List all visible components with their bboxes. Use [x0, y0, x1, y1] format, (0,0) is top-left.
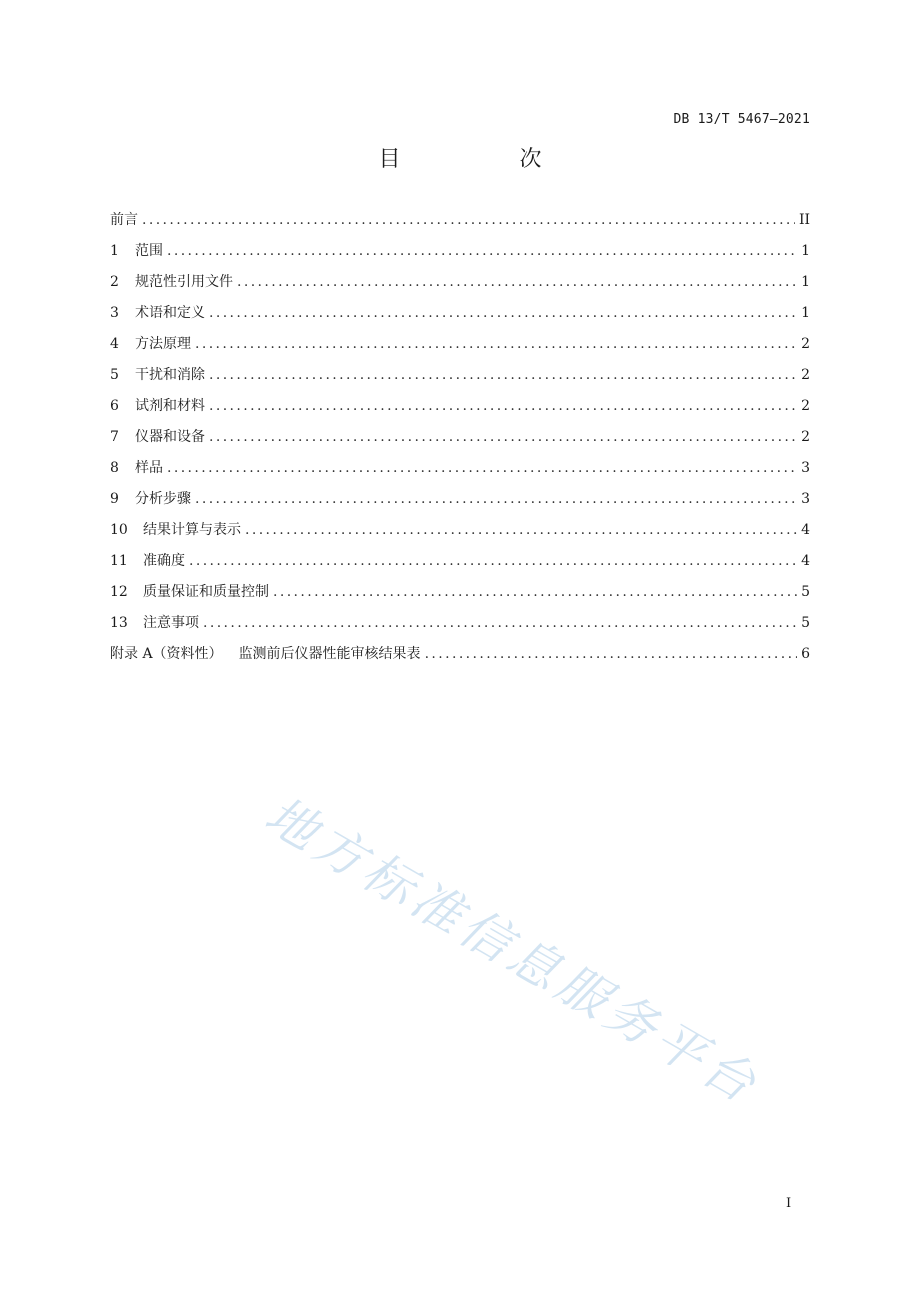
- toc-entry-number: 6: [110, 398, 119, 414]
- toc-entry-page: 4: [801, 522, 810, 538]
- toc-leader-dots: [195, 329, 797, 360]
- toc-entry-label: 范围: [135, 243, 163, 259]
- page-title: 目 次: [378, 147, 598, 172]
- toc-entry-number: 3: [110, 305, 119, 321]
- toc-entry-label: 样品: [135, 460, 163, 476]
- toc-entry-label: 试剂和材料: [135, 398, 205, 414]
- toc-entry-sublabel: 监测前后仪器性能审核结果表: [238, 646, 421, 662]
- toc-entry-page: 3: [801, 491, 810, 507]
- toc-entry-page: 2: [801, 429, 810, 445]
- toc-leader-dots: [209, 422, 797, 453]
- toc-leader-dots: [167, 453, 797, 484]
- toc-entry-page: II: [798, 212, 810, 228]
- toc-entry-number: 11: [110, 553, 128, 569]
- toc-entry-page: 2: [801, 367, 810, 383]
- toc-entry-3[interactable]: [110, 298, 810, 329]
- toc-leader-dots: [203, 608, 797, 639]
- toc-entry-page: 4: [801, 553, 810, 569]
- toc-entry-number: 12: [110, 584, 128, 600]
- toc-leader-dots: [245, 515, 797, 546]
- toc-entry-number: 13: [110, 615, 128, 631]
- toc-entry-page: 1: [801, 243, 810, 259]
- toc-entry-number: 1: [110, 243, 119, 259]
- toc-entry-label: 注意事项: [143, 615, 199, 631]
- toc-entry-label: 规范性引用文件: [135, 274, 233, 290]
- toc-entry-label: 质量保证和质量控制: [143, 584, 269, 600]
- toc-entry-1[interactable]: [110, 236, 810, 267]
- toc-entry-page: 2: [801, 336, 810, 352]
- toc-entry-10[interactable]: [110, 515, 810, 546]
- toc-entry-11[interactable]: [110, 546, 810, 577]
- toc-entry-label: 术语和定义: [135, 305, 205, 321]
- toc-leader-dots: [425, 639, 798, 670]
- toc-leader-dots: [273, 577, 797, 608]
- toc-entry-page: 6: [801, 646, 810, 662]
- toc-entry-page: 1: [801, 274, 810, 290]
- toc-leader-dots: [209, 360, 797, 391]
- standard-code: DB 13/T 5467—2021: [673, 112, 810, 127]
- toc-entry-foreword[interactable]: [110, 205, 810, 236]
- toc-entry-12[interactable]: [110, 577, 810, 608]
- toc-entry-number: 9: [110, 491, 119, 507]
- toc-leader-dots: [189, 546, 797, 577]
- toc-entry-label: 准确度: [143, 553, 185, 569]
- toc-entry-label: 分析步骤: [135, 491, 191, 507]
- toc-entry-4[interactable]: [110, 329, 810, 360]
- toc-entry-page: 5: [801, 584, 810, 600]
- toc-entry-7[interactable]: [110, 422, 810, 453]
- toc-entry-label: 附录 A（资料性）: [110, 646, 223, 662]
- toc-entry-label: 仪器和设备: [135, 429, 205, 445]
- toc-entry-label: 方法原理: [135, 336, 191, 352]
- toc-entry-8[interactable]: [110, 453, 810, 484]
- toc-entry-page: 5: [801, 615, 810, 631]
- toc-entry-number: 8: [110, 460, 119, 476]
- toc-entry-number: 7: [110, 429, 119, 445]
- page-number: I: [786, 1196, 792, 1211]
- toc-entry-number: 2: [110, 274, 119, 290]
- toc-entry-6[interactable]: [110, 391, 810, 422]
- toc-entry-page: 3: [801, 460, 810, 476]
- toc-entry-number: 5: [110, 367, 119, 383]
- toc-entry-page: 1: [801, 305, 810, 321]
- toc-entry-2[interactable]: [110, 267, 810, 298]
- toc-entry-page: 2: [801, 398, 810, 414]
- toc-entry-5[interactable]: [110, 360, 810, 391]
- toc-entry-9[interactable]: [110, 484, 810, 515]
- toc-entry-label: 结果计算与表示: [143, 522, 241, 538]
- toc-leader-dots: [209, 391, 797, 422]
- toc-leader-dots: [209, 298, 797, 329]
- toc-leader-dots: [142, 205, 795, 236]
- toc-entry-number: 10: [110, 522, 128, 538]
- toc-entry-label: 干扰和消除: [135, 367, 205, 383]
- toc-leader-dots: [237, 267, 797, 298]
- toc-leader-dots: [167, 236, 797, 267]
- toc-entry-13[interactable]: [110, 608, 810, 639]
- table-of-contents: [110, 205, 810, 670]
- toc-entry-number: 4: [110, 336, 119, 352]
- toc-leader-dots: [195, 484, 797, 515]
- toc-entry-appendix-a[interactable]: [110, 639, 810, 670]
- watermark: 地方标准信息服务平台: [255, 785, 770, 1116]
- toc-entry-label: 前言: [110, 212, 138, 228]
